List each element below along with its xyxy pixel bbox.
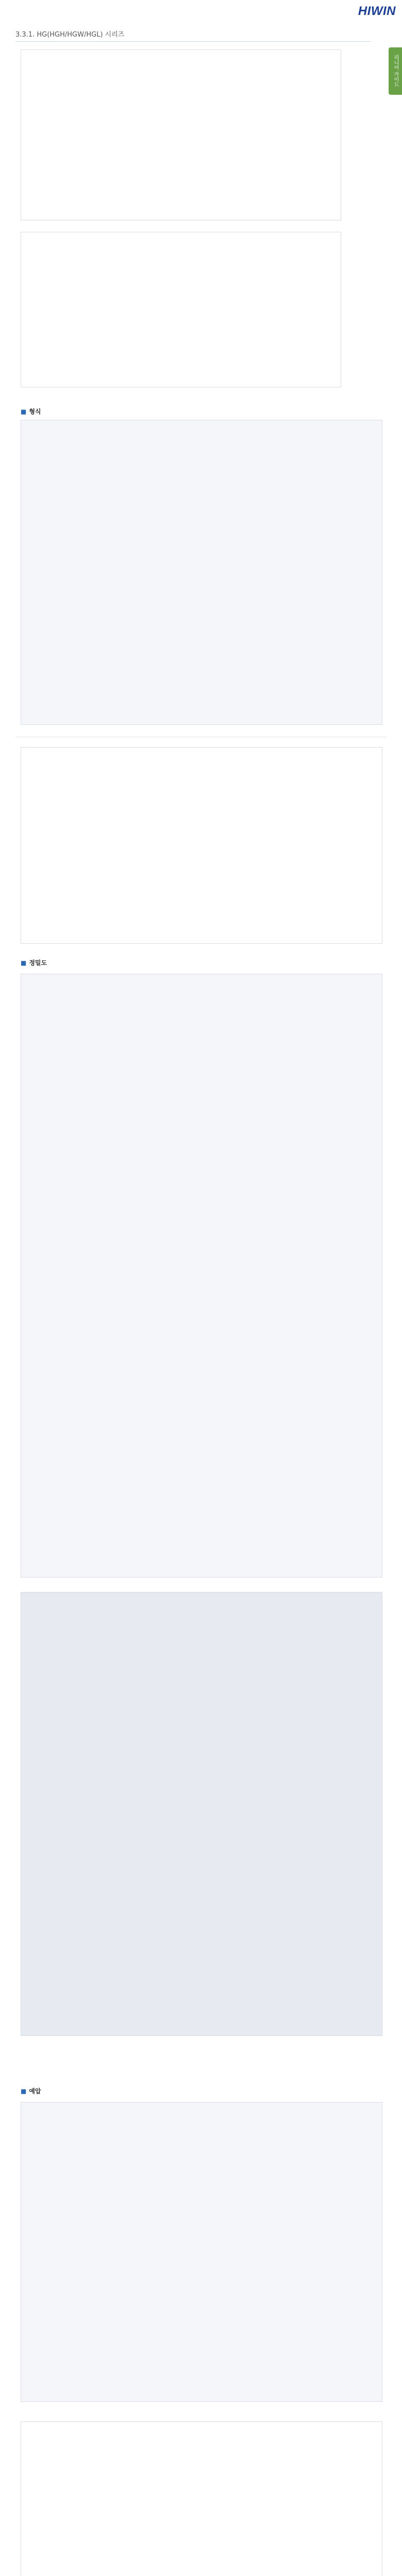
brand-logo: HIWIN	[358, 4, 396, 18]
reference-figures	[21, 747, 382, 944]
preload-table	[21, 2102, 382, 2402]
model-code-diagram-2	[21, 232, 341, 387]
page-title: 3.3.1. HG(HGH/HGW/HGL) 시리즈	[15, 29, 371, 42]
section-types-heading: ■ 형식	[21, 407, 41, 416]
preload-chart-area	[21, 2421, 382, 2576]
accuracy-tables-continued	[21, 1592, 382, 2036]
type-table	[21, 420, 382, 725]
section-preload-heading: ■ 예압	[21, 2087, 41, 2095]
model-code-diagram-1	[21, 49, 341, 221]
section-accuracy-heading: ■ 정밀도	[21, 958, 47, 967]
accuracy-tables	[21, 974, 382, 1578]
side-tab[interactable]: 리니어 가이드	[389, 47, 402, 95]
